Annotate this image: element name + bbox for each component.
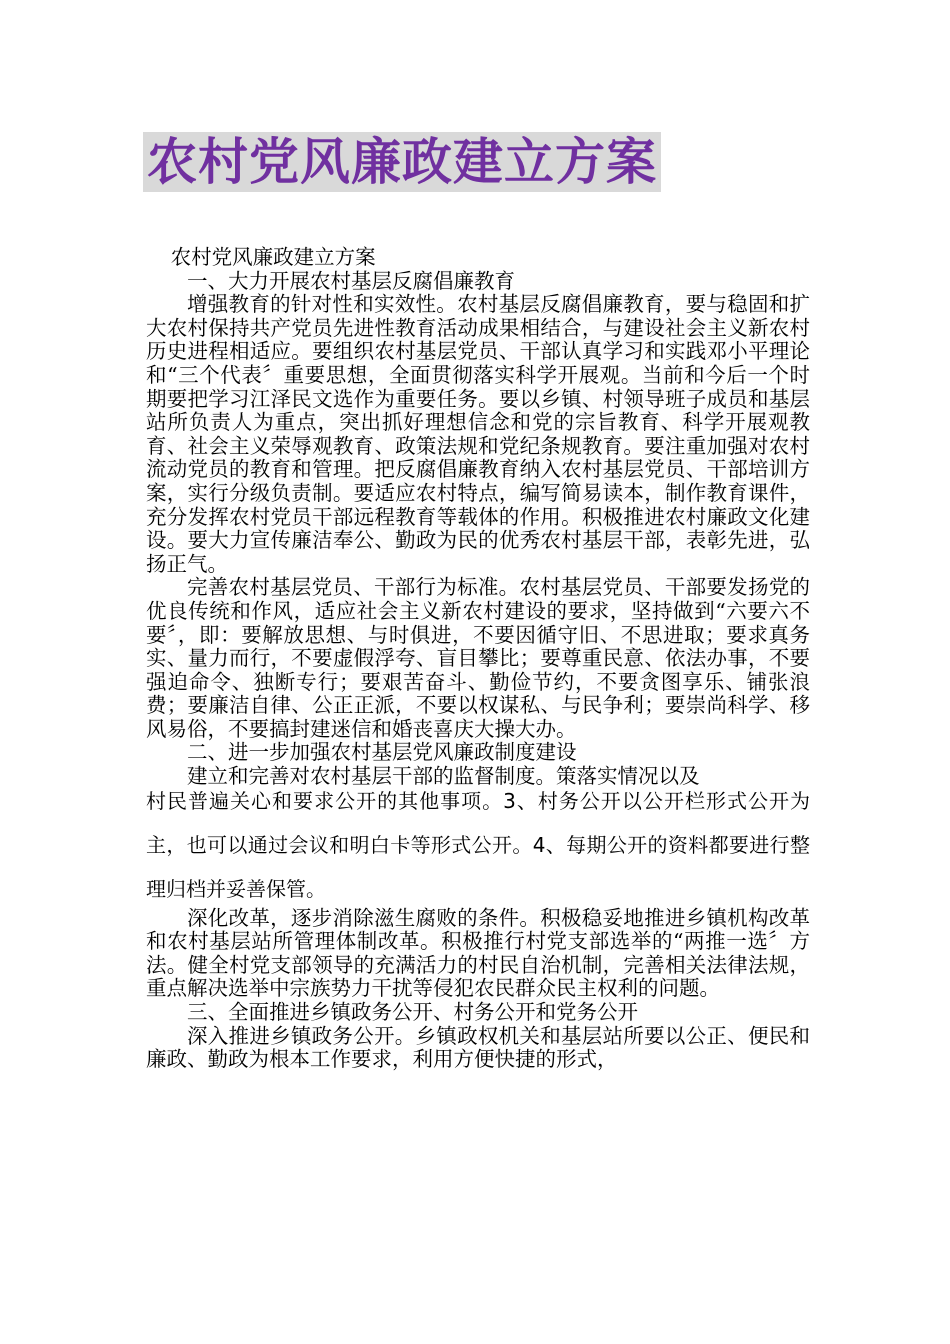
section-heading-3: 三、全面推进乡镇政务公开、村务公开和党务公开 [187, 1000, 638, 1025]
title-highlight [143, 132, 661, 192]
document-body [146, 246, 810, 1072]
document-title: 农村党风廉政建立方案 [147, 133, 657, 191]
paragraph-continued: 村民普遍关心和要求公开的其他事项。3、村务公开以公开栏形式公开为主，也可以通过会议和明白卡等形式公开。4、每期公开的资料都要进行整理归档并妥善保管。 [146, 788, 810, 901]
section-heading-2: 二、进一步加强农村基层党风廉政制度建设 [187, 740, 577, 765]
paragraph: 深入推进乡镇政务公开。乡镇政权机关和基层站所要以公正、便民和廉政、勤政为根本工作要求，利用方便快捷的形式， [146, 1023, 810, 1072]
section-heading-1: 一、大力开展农村基层反腐倡廉教育 [187, 268, 515, 293]
paragraph: 深化改革，逐步消除滋生腐败的条件。积极稳妥地推进乡镇机构改革和农村基层站所管理体制改革。积极推行村党支部选举的“两推一选〞方法。健全村党支部领导的充满活力的村民自治机制，完善相关法律法规，重点解决选举中宗族势力干扰等侵犯农民群众民主权利的问题。 [146, 905, 810, 1001]
paragraph: 建立和完善对农村基层干部的监督制度。策落实情况以及 [187, 764, 700, 789]
paragraph: 增强教育的针对性和实效性。农村基层反腐倡廉教育，要与稳固和扩大农村保持共产党员先进性教育活动成果相结合，与建设社会主义新农村历史进程相适应。要组织农村基层党员、干部认真学习和实践邓小平理论和“三个代表〞重要思想，全面贯彻落实科学开展观。当前和今后一个时期要把学习江泽民文选作为重要任务。要以乡镇、村领导班子成员和基层站所负责人为重点，突出抓好理想信念和党的宗旨教育、科学开展观教育、社会主义荣辱观教育、政策法规和党纪条规教育。要注重加强对农村流动党员的教育和管理。把反腐倡廉教育纳入农村基层党员、干部培训方案，实行分级负责制。要适应农村特点，编写简易读本，制作教育课件，充分发挥农村党员干部远程教育等载体的作用。积极推进农村廉政文化建设。要大力宣传廉洁奉公、勤政为民的优秀农村基层干部，表彰先进，弘扬正气。 [146, 292, 810, 576]
paragraph: 完善农村基层党员、干部行为标准。农村基层党员、干部要发扬党的优良传统和作风，适应社会主义新农村建设的要求，坚持做到“六要六不要〞，即：要解放思想、与时俱进，不要因循守旧、不思进取；要求真务实、量力而行，不要虚假浮夸、盲目攀比；要尊重民意、依法办事，不要强迫命令、独断专行；要艰苦奋斗、勤俭节约，不要贪图享乐、铺张浪费；要廉洁自律、公正正派，不要以权谋私、与民争利；要崇尚科学、移风易俗，不要搞封建迷信和婚丧喜庆大操大办。 [146, 575, 810, 741]
document-subtitle: 农村党风廉政建立方案 [170, 245, 376, 269]
